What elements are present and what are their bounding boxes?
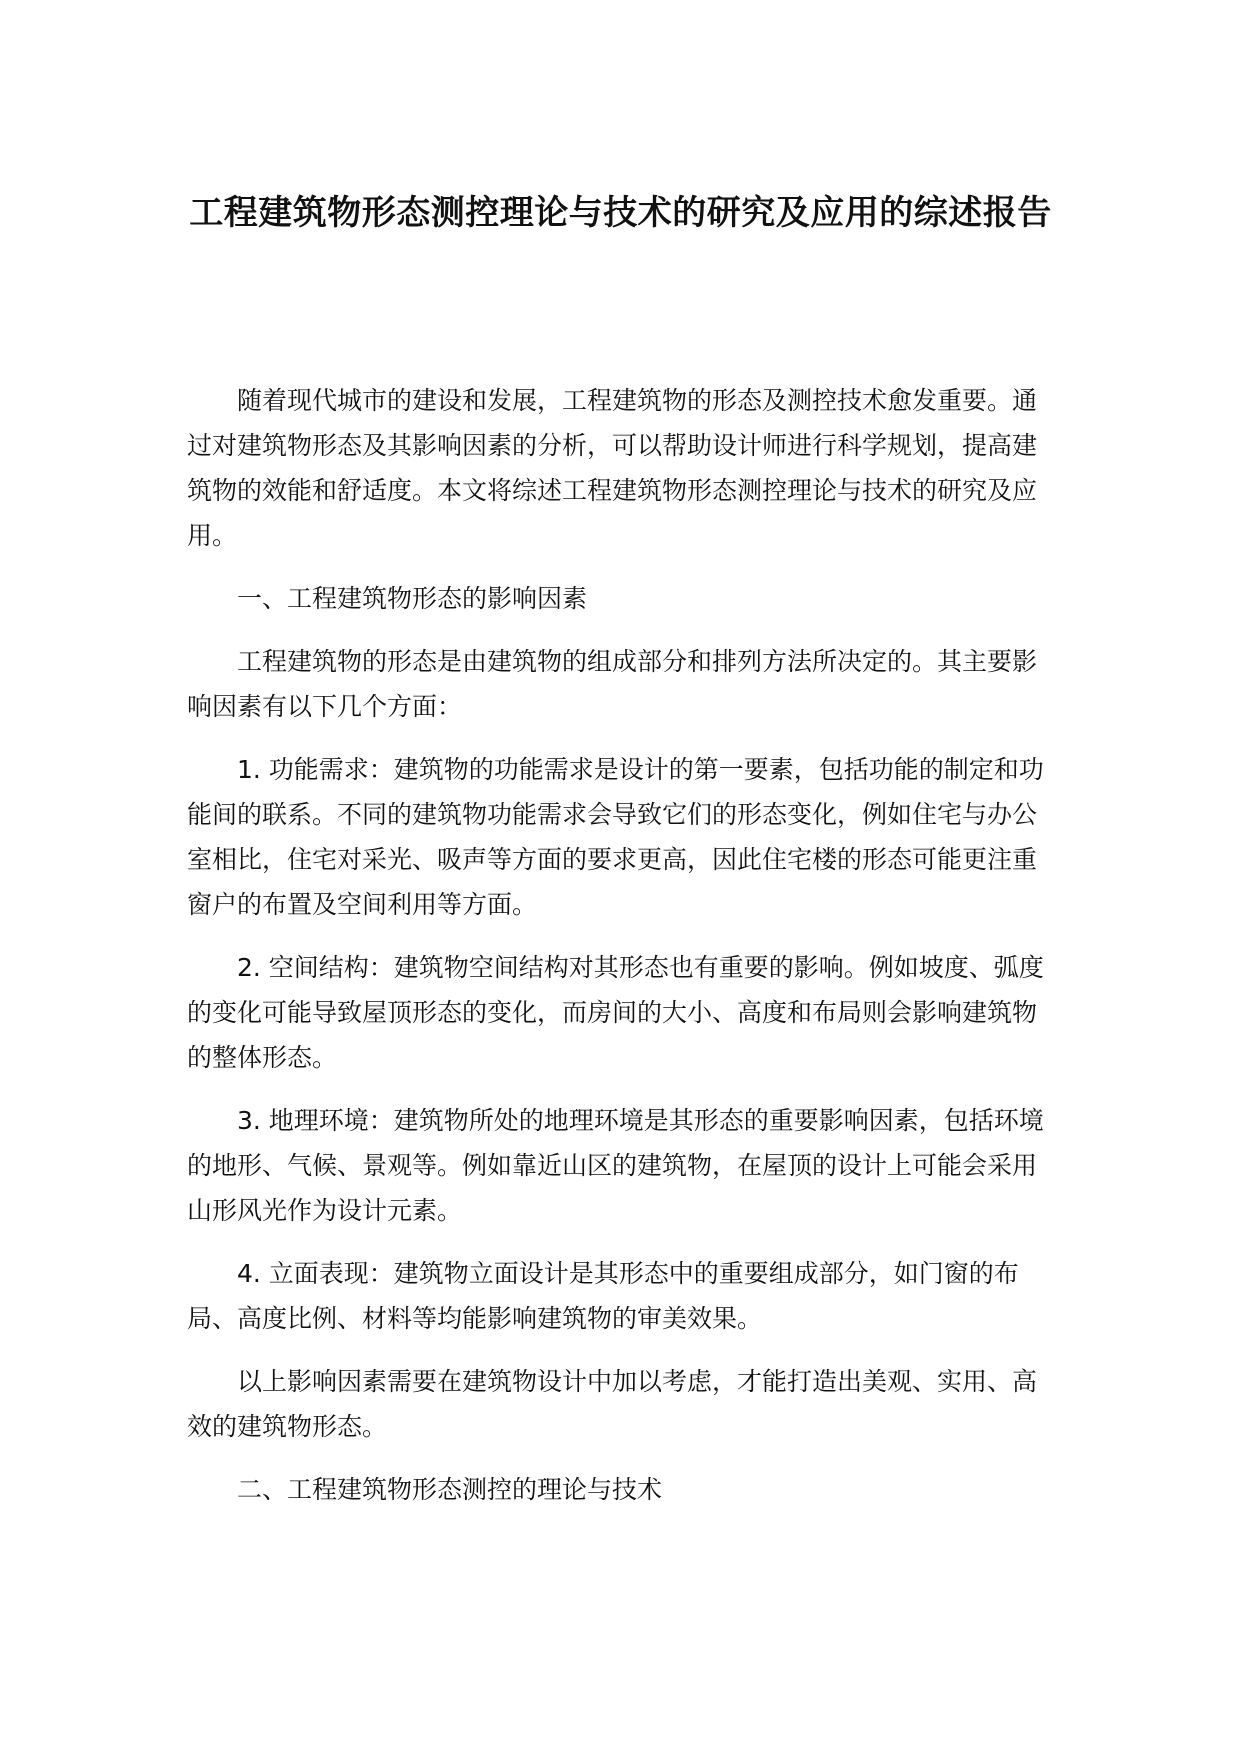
list-item-functional-needs: 1. 功能需求：建筑物的功能需求是设计的第一要素，包括功能的制定和功能间的联系。不同的建筑物功能需求会导致它们的形态变化，例如住宅与办公室相比，住宅对采光、吸声等方面的要求更高，因此住宅楼的形态可能更注重窗户的布置及空间利用等方面。: [187, 755, 1044, 919]
document-title: 工程建筑物形态测控理论与技术的研究及应用的综述报告: [189, 193, 1052, 233]
section-1-paragraph: 工程建筑物的形态是由建筑物的组成部分和排列方法所决定的。其主要影响因素有以下几个方面：: [187, 647, 1038, 721]
intro-paragraph: 随着现代城市的建设和发展，工程建筑物的形态及测控技术愈发重要。通过对建筑物形态及其影响因素的分析，可以帮助设计师进行科学规划，提高建筑物的效能和舒适度。本文将综述工程建筑物形态测控理论与技术的研究及应用。: [187, 386, 1038, 550]
document-body: [187, 378, 1051, 1512]
section-heading-2: 二、工程建筑物形态测控的理论与技术: [237, 1475, 663, 1504]
list-item-spatial-structure: 2. 空间结构：建筑物空间结构对其形态也有重要的影响。例如坡度、弧度的变化可能导致屋顶形态的变化，而房间的大小、高度和布局则会影响建筑物的整体形态。: [187, 953, 1044, 1072]
list-item-facade-expression: 4. 立面表现：建筑物立面设计是其形态中的重要组成部分，如门窗的布局、高度比例、材料等均能影响建筑物的审美效果。: [187, 1259, 1019, 1333]
list-item-geographic-environment: 3. 地理环境：建筑物所处的地理环境是其形态的重要影响因素，包括环境的地形、气候、景观等。例如靠近山区的建筑物，在屋顶的设计上可能会采用山形风光作为设计元素。: [187, 1106, 1044, 1225]
summary-paragraph: 以上影响因素需要在建筑物设计中加以考虑，才能打造出美观、实用、高效的建筑物形态。: [187, 1367, 1038, 1441]
section-heading-1: 一、工程建筑物形态的影响因素: [237, 584, 588, 613]
